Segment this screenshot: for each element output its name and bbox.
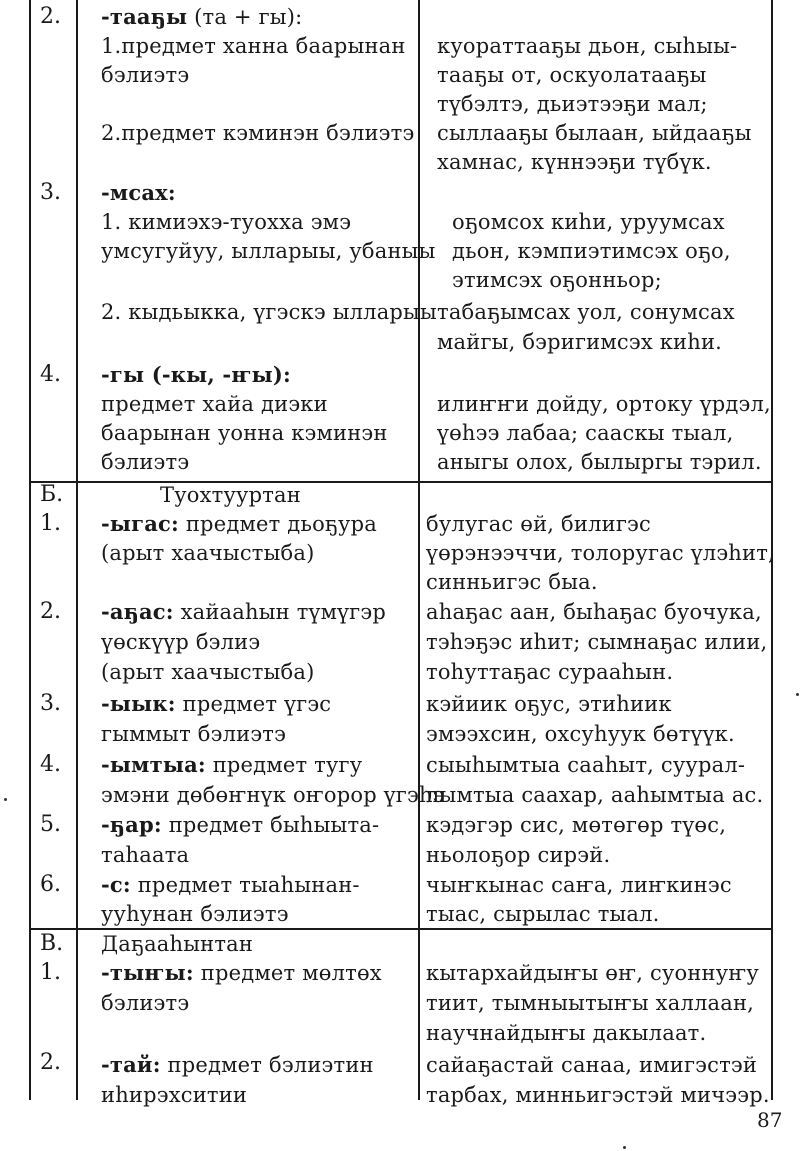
suffix-heading <box>101 597 386 627</box>
meaning-text: ууһунан бэлиэтэ <box>101 902 289 926</box>
suffix-label: -тыҥы: <box>101 960 194 985</box>
print-speck <box>4 798 7 801</box>
example-text: тааҕы от, оскуолатааҕы <box>437 63 707 87</box>
suffix-label: -ымтыа: <box>101 752 206 777</box>
meaning-text: умсугуйуу, ылларыы, убаныы <box>101 239 436 263</box>
row-number: 3. <box>40 180 61 205</box>
suffix-heading <box>101 810 379 840</box>
meaning-text: предмет хайа диэки <box>101 392 328 416</box>
suffix-description: (та + гы): <box>187 5 303 29</box>
example-text: синньигэс быа. <box>426 570 598 594</box>
row-number: 2. <box>40 1050 61 1075</box>
example-text: үөһээ лабаа; сааскы тыал, <box>437 421 734 445</box>
example-text: тоһуттаҕас сурааһын. <box>426 660 674 684</box>
meaning-text: гыммыт бэлиэтэ <box>101 722 287 746</box>
suffix-heading <box>101 958 382 988</box>
suffix-label: -ыгас: <box>101 511 179 536</box>
example-text: тыас, сырылас тыал. <box>426 902 660 926</box>
meaning-text: 1. кимиэхэ-туохха эмэ <box>101 210 352 234</box>
example-text: ньолоҕор сирэй. <box>426 843 611 867</box>
print-speck <box>796 693 799 696</box>
example-text: тэһэҕэс иһит; сымнаҕас илии, <box>426 630 768 654</box>
section-title: Даҕааһынтан <box>101 932 254 956</box>
suffix-heading <box>101 2 302 32</box>
table-num-column-border <box>76 0 78 1100</box>
suffix-label: -аҕас: <box>101 599 174 624</box>
example-text: чыҥкынас саҥа, лиҥкинэс <box>426 873 732 897</box>
meaning-text: үөскүүр бэлиэ <box>101 630 261 654</box>
example-text: түбэлтэ, дьиэтээҕи мал; <box>437 92 708 116</box>
meaning-text: предмет бэлиэтин <box>160 1053 374 1077</box>
meaning-text: предмет тугу <box>205 753 363 777</box>
example-text: кытархайдыҥы өҥ, суоннуҥу <box>426 961 759 985</box>
example-text: оҕомсох киһи, уруумсах <box>452 210 725 234</box>
example-text: этимсэх оҕонньор; <box>452 268 662 292</box>
meaning-text: баарынан уонна кэминэн <box>101 421 388 445</box>
example-text: лымтыа саахар, ааһымтыа ас. <box>426 783 764 807</box>
suffix-heading <box>101 509 377 539</box>
suffix-heading <box>101 870 360 900</box>
example-text: куораттааҕы дьон, сыһыы- <box>437 34 738 58</box>
example-text: илиҥҥи дойду, ортоку үрдэл, <box>437 392 771 416</box>
example-text: майгы, бэригимсэх киһи. <box>437 330 723 354</box>
example-text: үөрэнээччи, толоругас үлэһит, <box>426 541 775 565</box>
example-text: булугас өй, билигэс <box>426 512 651 536</box>
meaning-text: (арыт хаачыстыба) <box>101 541 315 565</box>
table-middle-border <box>418 0 420 1100</box>
row-number: 2. <box>40 599 61 624</box>
suffix-label: -тааҕы <box>101 4 188 29</box>
meaning-text: 2. кыдьыкка, үгэскэ ылларыы <box>101 300 437 324</box>
meaning-text: 1.предмет ханна баарынан <box>101 34 406 58</box>
row-number: 4. <box>40 362 61 387</box>
suffix-heading <box>101 689 331 719</box>
page-number: 87 <box>757 1108 783 1132</box>
meaning-text: предмет мөлтөх <box>193 961 382 985</box>
suffix-label: -гы (-кы, -ҥы): <box>101 362 291 387</box>
example-text: кэйиик оҕус, этиһиик <box>426 692 672 716</box>
meaning-text: предмет үгэс <box>175 692 332 716</box>
example-text: тиит, тымныытыҥы халлаан, <box>426 991 755 1015</box>
suffix-label: -ыык: <box>101 691 176 716</box>
example-text: табаҕымсах уол, сонумсах <box>437 300 735 324</box>
meaning-text: бэлиэтэ <box>101 991 190 1015</box>
suffix-heading <box>101 750 362 780</box>
meaning-text: 2.предмет кэминэн бэлиэтэ <box>101 121 415 145</box>
example-text: сайаҕастай санаа, имигэстэй <box>426 1053 758 1077</box>
row-number: 4. <box>40 752 61 777</box>
row-number: 2. <box>40 4 61 29</box>
suffix-label: -мсах: <box>101 180 176 205</box>
meaning-text: (арыт хаачыстыба) <box>101 660 315 684</box>
meaning-text: иһирэхситии <box>101 1083 248 1107</box>
suffix-heading <box>101 1050 374 1080</box>
example-text: научнайдыҥы дакылаат. <box>426 1021 707 1045</box>
meaning-text: предмет быһыыта- <box>161 813 380 837</box>
meaning-text: предмет дьоҕура <box>178 512 377 536</box>
example-text: эмээхсин, охсуһуук бөтүүк. <box>426 722 735 746</box>
example-text: кэдэгэр сис, мөтөгөр түөс, <box>426 813 727 837</box>
table-left-border <box>29 0 31 1100</box>
row-number: 1. <box>40 960 61 985</box>
suffix-label: -с: <box>101 872 131 897</box>
row-number: 6. <box>40 872 61 897</box>
section-divider-b <box>29 481 773 483</box>
print-speck <box>623 1146 626 1149</box>
example-text: аныгы олох, былыргы тэрил. <box>437 450 762 474</box>
suffix-label: -ҕар: <box>101 812 162 837</box>
example-text: тарбах, минньигэстэй мичээр. <box>426 1083 770 1107</box>
meaning-text: бэлиэтэ <box>101 63 190 87</box>
meaning-text: эмэни дөбөҥнүк оҥорор үгэһэ <box>101 783 445 807</box>
meaning-text: хайааһын түмүгэр <box>173 600 386 624</box>
meaning-text: бэлиэтэ <box>101 450 190 474</box>
section-letter: В. <box>40 931 64 956</box>
suffix-label: -тай: <box>101 1052 161 1077</box>
section-title: Туохтууртан <box>160 483 301 507</box>
example-text: дьон, кэмпиэтимсэх оҕо, <box>452 239 731 263</box>
meaning-text: таһаата <box>101 843 190 867</box>
row-number: 5. <box>40 812 61 837</box>
example-text: аһаҕас аан, быһаҕас буочука, <box>426 600 762 624</box>
meaning-text: предмет тыаһынан- <box>130 873 360 897</box>
section-letter: Б. <box>40 482 64 507</box>
example-text: сыллааҕы былаан, ыйдааҕы <box>437 121 752 145</box>
example-text: сыыһымтыа сааһыт, суурал- <box>426 753 746 777</box>
row-number: 1. <box>40 511 61 536</box>
example-text: хамнас, күннээҕи түбүк. <box>437 150 712 174</box>
row-number: 3. <box>40 691 61 716</box>
